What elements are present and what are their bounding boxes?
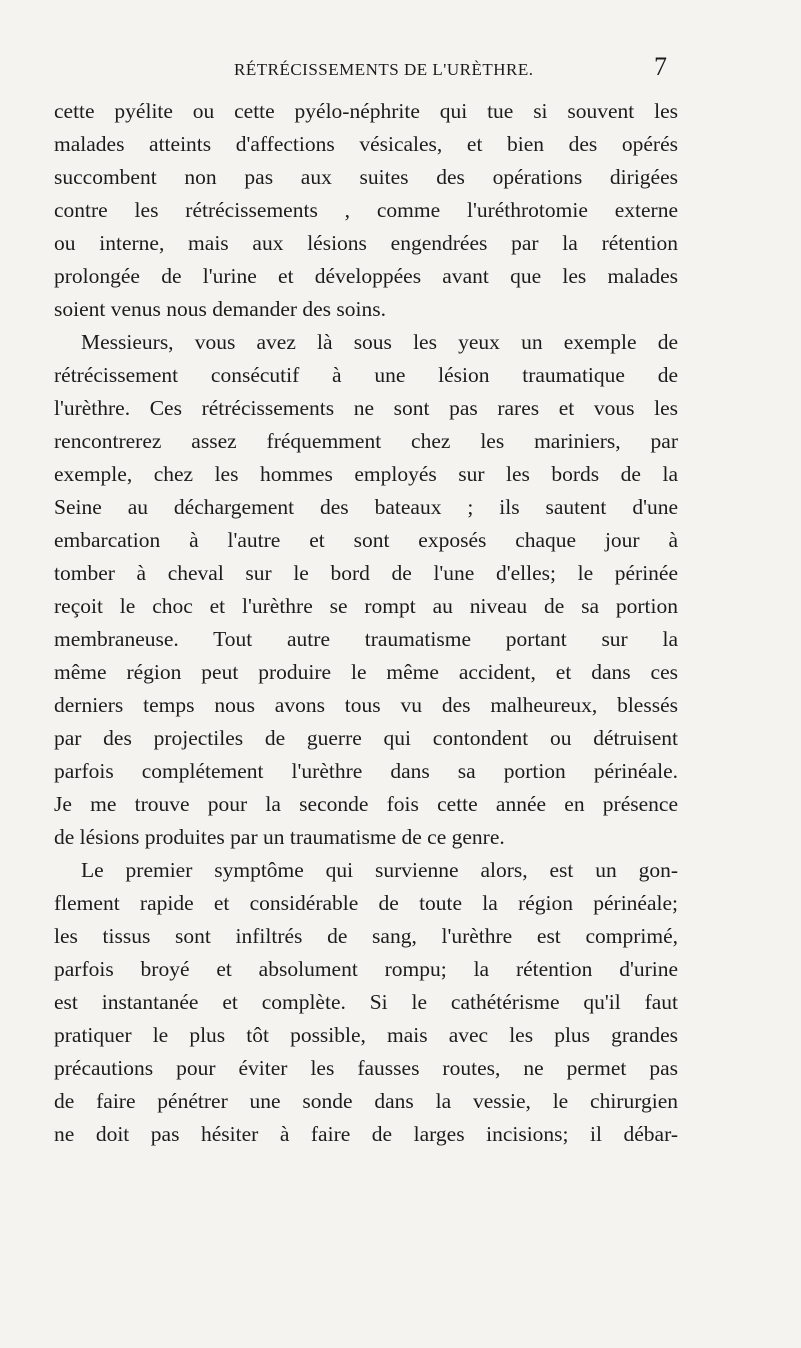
- text-line: contre les rétrécissements , comme l'uréthrotomie externe: [54, 198, 678, 222]
- text-line: par des projectiles de guerre qui contondent ou détruisent: [54, 726, 678, 750]
- text-line: flement rapide et considérable de toute la région périnéale;: [54, 891, 678, 915]
- text-line: malades atteints d'affections vésicales, et bien des opérés: [54, 132, 678, 156]
- text-line: ne doit pas hésiter à faire de larges incisions; il débar-: [54, 1122, 678, 1146]
- text-line: Messieurs, vous avez là sous les yeux un exemple de: [81, 330, 678, 354]
- text-line: est instantanée et complète. Si le cathétérisme qu'il faut: [54, 990, 678, 1014]
- text-line: de lésions produites par un traumatisme de ce genre.: [54, 825, 505, 849]
- text-line: de faire pénétrer une sonde dans la vessie, le chirurgien: [54, 1089, 678, 1113]
- page-number: 7: [654, 52, 667, 81]
- text-line: cette pyélite ou cette pyélo-néphrite qui tue si souvent les: [54, 99, 678, 123]
- text-line: Seine au déchargement des bateaux ; ils sautent d'une: [54, 495, 678, 519]
- text-line: parfois broyé et absolument rompu; la rétention d'urine: [54, 957, 678, 981]
- text-line: membraneuse. Tout autre traumatisme portant sur la: [54, 627, 678, 651]
- text-line: parfois complétement l'urèthre dans sa portion périnéale.: [54, 759, 678, 783]
- text-line: ou interne, mais aux lésions engendrées par la rétention: [54, 231, 678, 255]
- text-line: embarcation à l'autre et sont exposés chaque jour à: [54, 528, 678, 552]
- text-line: Le premier symptôme qui survienne alors, est un gon-: [81, 858, 678, 882]
- running-title: RÉTRÉCISSEMENTS DE L'URÈTHRE.: [234, 60, 534, 79]
- text-line: Je me trouve pour la seconde fois cette année en présence: [54, 792, 678, 816]
- text-line: rétrécissement consécutif à une lésion traumatique de: [54, 363, 678, 387]
- text-line: précautions pour éviter les fausses routes, ne permet pas: [54, 1056, 678, 1080]
- text-line: prolongée de l'urine et développées avant que les malades: [54, 264, 678, 288]
- text-line: derniers temps nous avons tous vu des malheureux, blessés: [54, 693, 678, 717]
- text-line: succombent non pas aux suites des opérations dirigées: [54, 165, 678, 189]
- text-line: exemple, chez les hommes employés sur les bords de la: [54, 462, 678, 486]
- text-line: même région peut produire le même accident, et dans ces: [54, 660, 678, 684]
- text-line: pratiquer le plus tôt possible, mais avec les plus grandes: [54, 1023, 678, 1047]
- text-line: reçoit le choc et l'urèthre se rompt au niveau de sa portion: [54, 594, 678, 618]
- text-line: soient venus nous demander des soins.: [54, 297, 387, 321]
- text-line: les tissus sont infiltrés de sang, l'urèthre est comprimé,: [54, 924, 678, 948]
- text-line: tomber à cheval sur le bord de l'une d'elles; le périnée: [54, 561, 678, 585]
- text-line: l'urèthre. Ces rétrécissements ne sont pas rares et vous les: [54, 396, 678, 420]
- text-line: rencontrerez assez fréquemment chez les mariniers, par: [54, 429, 678, 453]
